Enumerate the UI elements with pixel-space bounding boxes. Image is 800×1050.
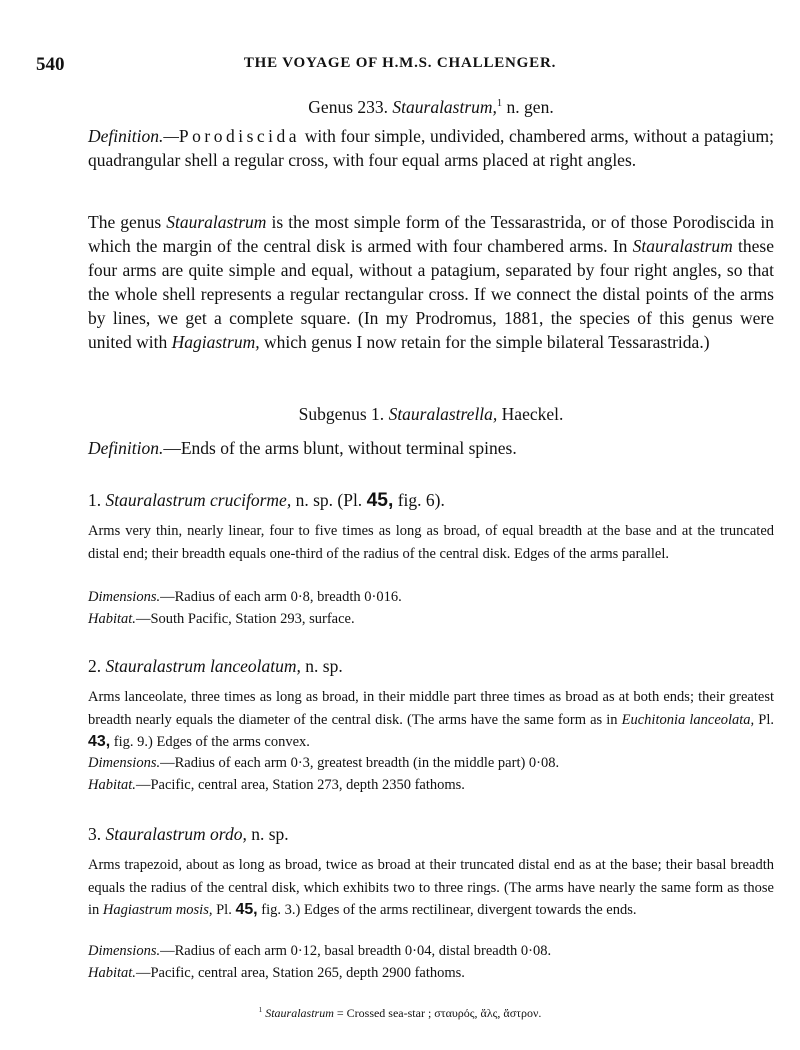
genus-name: Stauralastrum, — [392, 96, 497, 117]
running-title: THE VOYAGE OF H.M.S. CHALLENGER. — [243, 55, 557, 71]
subgenus-name: Stauralastrella, — [388, 404, 498, 424]
species-habitat: Habitat.—Pacific, central area, Station 265, depth 2900 fathoms. — [88, 965, 465, 981]
species-heading: 1. Stauralastrum cruciforme, n. sp. (Pl. 45, fig. 6). — [88, 490, 445, 511]
species-description: Arms trapezoid, about as long as broad, twice as broad at their truncated distal end as at the base; their basal breadth equals the radius of the central disk, which exhibits two to three rings. (The arms have nearly the same form as those in Hagiastrum mosis, Pl. 45, fig. 3.) Edges of the arms rectilinear, divergent towards the ends. — [88, 857, 774, 918]
definition-group: Porodiscida — [178, 126, 301, 146]
species-name: Stauralastrum ordo, — [105, 824, 247, 844]
plate-number: 45, — [366, 490, 394, 511]
genus-heading: Genus 233. Stauralastrum,$^1$ n. gen. — [308, 96, 554, 117]
page-number: 540 — [36, 54, 65, 75]
plate-number: 43, — [88, 733, 111, 750]
species-name: Stauralastrum cruciforme, — [105, 490, 292, 510]
species-heading: 2. Stauralastrum lanceolatum, n. sp. — [88, 656, 343, 676]
species-description: Arms very thin, nearly linear, four to five times as long as broad, of equal breadth at the base and at the truncated distal end; their breadth equals one-third of the radius of the central disk. Edges of the arms parallel. — [88, 523, 774, 562]
footnote: $^1$ Stauralastrum = Crossed sea-star ; σταυρός, ἅλς, ἄστρον. — [258, 1006, 542, 1020]
subgenus-heading: Subgenus 1. Stauralastrella, Haeckel. — [298, 404, 564, 424]
species-heading: 3. Stauralastrum ordo, n. sp. — [88, 824, 289, 844]
page-header — [36, 54, 764, 78]
footnote-ref: 1 — [496, 98, 503, 109]
genus-definition: Definition.—Porodiscida with four simple, undivided, chambered arms, without a patagium; quadrangular shell a regular cross, with four equal arms placed at right angles. — [88, 126, 774, 170]
plate-number: 45, — [235, 901, 258, 918]
species-habitat: Habitat.—Pacific, central area, Station 273, depth 2350 fathoms. — [88, 777, 465, 793]
genus-paragraph: The genus Stauralastrum is the most simple form of the Tessarastrida, or of those Porodiscida in which the margin of the central disk is armed with four chambered arms. In Stauralastrum these four arms are quite simple and equal, without a patagium, separated by four right angles, so that the whole shell represents a regular rectangular cross. If we connect the distal points of the arms by lines, we get a complete square. (In my Prodromus, 1881, the species of this genus were united with Hagiastrum, which genus I now retain for the simple bilateral Tessarastrida.) — [88, 212, 774, 352]
subgenus-definition: Definition.—Ends of the arms blunt, without terminal spines. — [88, 438, 517, 458]
species-habitat: Habitat.—South Pacific, Station 293, surface. — [88, 611, 355, 627]
definition-label: Definition.— — [88, 126, 179, 146]
species-description: Arms lanceolate, three times as long as broad, in their middle part three times as broad as at both ends; their greatest breadth nearly equals the diameter of the central disk. (The arms have the same form as in Euchitonia lanceolata, Pl. 43, fig. 9.) Edges of the arms convex. — [88, 689, 774, 750]
species-dimensions: Dimensions.—Radius of each arm 0·8, breadth 0·016. — [88, 589, 402, 605]
species-dimensions: Dimensions.—Radius of each arm 0·12, basal breadth 0·04, distal breadth 0·08. — [88, 943, 552, 959]
species-dimensions: Dimensions.—Radius of each arm 0·3, greatest breadth (in the middle part) 0·08. — [88, 755, 560, 771]
species-name: Stauralastrum lanceolatum, — [105, 656, 301, 676]
